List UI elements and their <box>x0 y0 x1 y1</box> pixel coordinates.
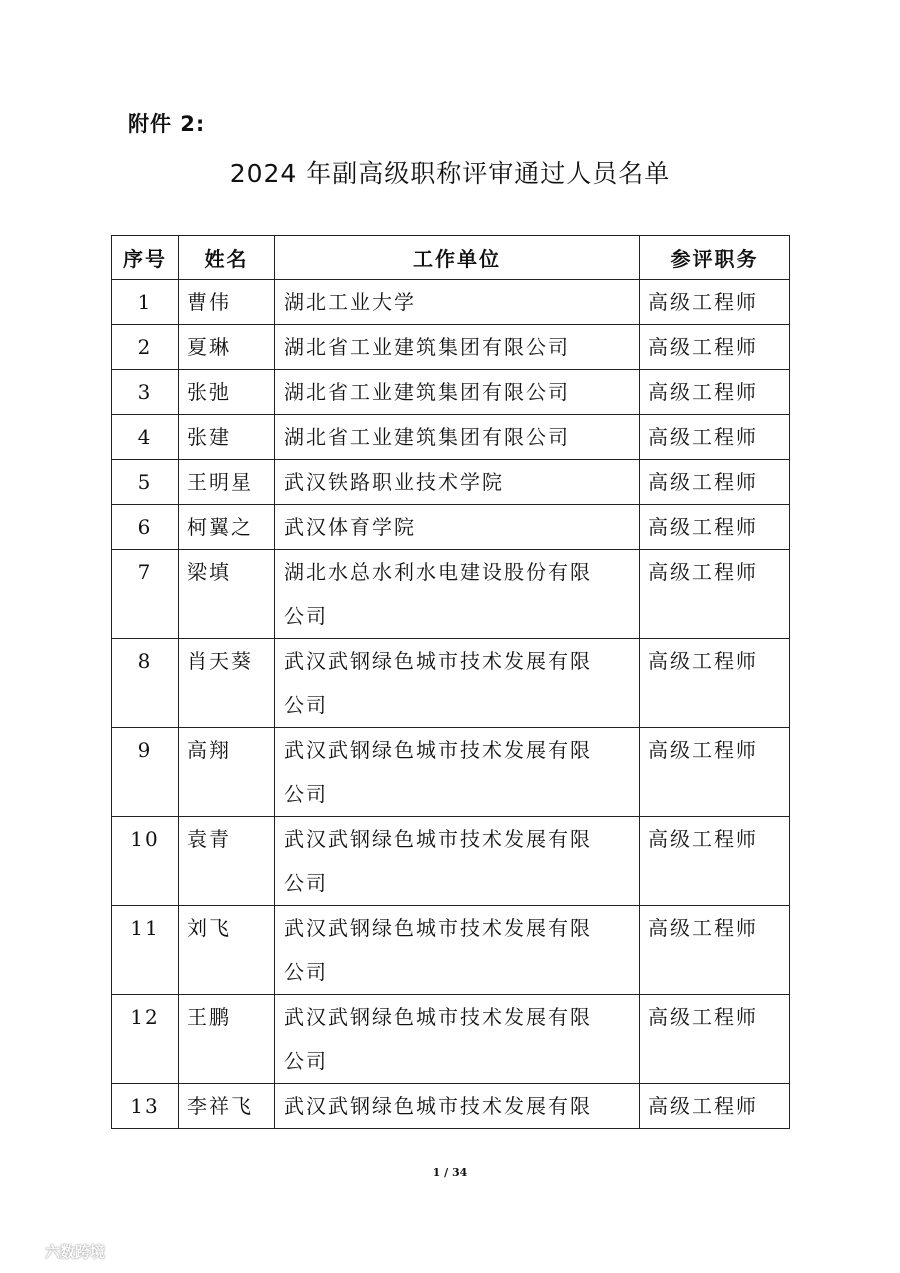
work-unit-line: 公司 <box>284 693 328 717</box>
position-title: 高级工程师 <box>640 995 790 1084</box>
work-unit-line: 武汉武钢绿色城市技术发展有限 <box>284 1094 592 1118</box>
work-unit-line: 湖北水总水利水电建设股份有限 <box>284 560 592 584</box>
row-number: 4 <box>112 415 179 460</box>
table-row <box>112 460 790 505</box>
row-number: 12 <box>112 995 179 1084</box>
work-unit-line: 武汉体育学院 <box>284 515 416 539</box>
column-header-name: 姓名 <box>179 236 275 280</box>
work-unit-line: 湖北工业大学 <box>284 290 416 314</box>
row-number: 3 <box>112 370 179 415</box>
work-unit-line: 湖北省工业建筑集团有限公司 <box>284 335 570 359</box>
work-unit <box>275 906 640 995</box>
work-unit <box>275 505 640 550</box>
row-number: 2 <box>112 325 179 370</box>
table-row <box>112 995 790 1084</box>
table-row <box>112 325 790 370</box>
page-number: 1 / 34 <box>432 1166 468 1179</box>
work-unit-line: 公司 <box>284 871 328 895</box>
work-unit-line: 武汉武钢绿色城市技术发展有限 <box>284 827 592 851</box>
position-title: 高级工程师 <box>640 639 790 728</box>
position-title: 高级工程师 <box>640 460 790 505</box>
work-unit-line: 武汉武钢绿色城市技术发展有限 <box>284 916 592 940</box>
work-unit <box>275 370 640 415</box>
position-title: 高级工程师 <box>640 370 790 415</box>
work-unit <box>275 817 640 906</box>
row-number: 5 <box>112 460 179 505</box>
person-name: 袁青 <box>179 817 275 906</box>
person-name: 张建 <box>179 415 275 460</box>
personnel-table <box>111 235 790 1129</box>
work-unit <box>275 280 640 325</box>
work-unit <box>275 639 640 728</box>
row-number: 7 <box>112 550 179 639</box>
row-number: 9 <box>112 728 179 817</box>
table-row <box>112 728 790 817</box>
work-unit <box>275 550 640 639</box>
work-unit <box>275 460 640 505</box>
table-row <box>112 906 790 995</box>
person-name: 梁填 <box>179 550 275 639</box>
person-name: 刘飞 <box>179 906 275 995</box>
table-row <box>112 370 790 415</box>
person-name: 肖天葵 <box>179 639 275 728</box>
column-header-number: 序号 <box>112 236 179 280</box>
column-header-position: 参评职务 <box>640 236 790 280</box>
work-unit-line: 公司 <box>284 1049 328 1073</box>
column-header-work-unit: 工作单位 <box>275 236 640 280</box>
work-unit-line: 公司 <box>284 960 328 984</box>
work-unit-line: 武汉铁路职业技术学院 <box>284 470 504 494</box>
attachment-label: 附件 2: <box>128 112 206 136</box>
work-unit-line: 公司 <box>284 782 328 806</box>
position-title: 高级工程师 <box>640 415 790 460</box>
table-header-row <box>112 236 790 280</box>
position-title: 高级工程师 <box>640 550 790 639</box>
person-name: 李祥飞 <box>179 1084 275 1129</box>
work-unit <box>275 1084 640 1129</box>
work-unit-line: 武汉武钢绿色城市技术发展有限 <box>284 649 592 673</box>
row-number: 13 <box>112 1084 179 1129</box>
person-name: 王鹏 <box>179 995 275 1084</box>
table-row <box>112 817 790 906</box>
work-unit <box>275 415 640 460</box>
brand-logo-icon <box>6 1242 40 1262</box>
person-name: 夏琳 <box>179 325 275 370</box>
work-unit <box>275 325 640 370</box>
position-title: 高级工程师 <box>640 728 790 817</box>
person-name: 曹伟 <box>179 280 275 325</box>
row-number: 6 <box>112 505 179 550</box>
watermark-text: 六数跨境 <box>45 1243 106 1261</box>
position-title: 高级工程师 <box>640 906 790 995</box>
row-number: 1 <box>112 280 179 325</box>
work-unit-line: 武汉武钢绿色城市技术发展有限 <box>284 1005 592 1029</box>
person-name: 王明星 <box>179 460 275 505</box>
person-name: 高翔 <box>179 728 275 817</box>
position-title: 高级工程师 <box>640 280 790 325</box>
row-number: 10 <box>112 817 179 906</box>
work-unit-line: 公司 <box>284 604 328 628</box>
table-row <box>112 505 790 550</box>
position-title: 高级工程师 <box>640 817 790 906</box>
work-unit-line: 湖北省工业建筑集团有限公司 <box>284 380 570 404</box>
position-title: 高级工程师 <box>640 325 790 370</box>
position-title: 高级工程师 <box>640 505 790 550</box>
table-row <box>112 550 790 639</box>
row-number: 8 <box>112 639 179 728</box>
person-name: 张弛 <box>179 370 275 415</box>
work-unit <box>275 728 640 817</box>
table-row <box>112 280 790 325</box>
person-name: 柯翼之 <box>179 505 275 550</box>
work-unit-line: 武汉武钢绿色城市技术发展有限 <box>284 738 592 762</box>
watermark <box>6 1241 105 1262</box>
position-title: 高级工程师 <box>640 1084 790 1129</box>
table-row <box>112 639 790 728</box>
table-row <box>112 1084 790 1129</box>
work-unit-line: 湖北省工业建筑集团有限公司 <box>284 425 570 449</box>
work-unit <box>275 995 640 1084</box>
table-row <box>112 415 790 460</box>
row-number: 11 <box>112 906 179 995</box>
page-title: 2024 年副高级职称评审通过人员名单 <box>229 159 671 188</box>
